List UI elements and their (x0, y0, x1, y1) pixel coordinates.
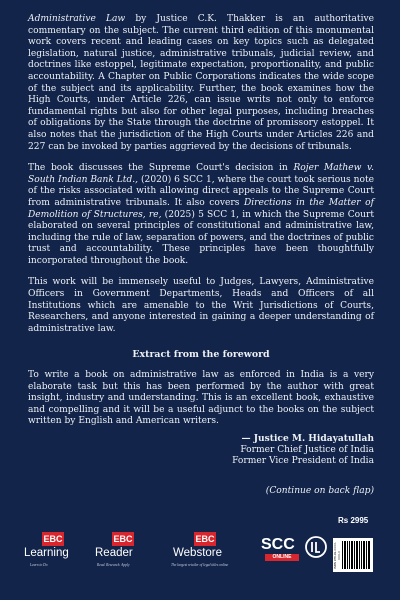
foreword-heading: Extract from the foreword (132, 349, 270, 361)
signatory-role-2: Former Vice President of India (232, 456, 374, 467)
isbn-number: ISBN 978-93-XXXX-XXX-X (333, 541, 341, 569)
foreword-quote: To write a book on administrative law as enforced in India is a very elaborate task but this has been performed by the author with great insight, industry and understanding. This is an excellent book, exhaustive and compelling and it will be a useful adjunct to the books on the subject written by English and American writers. (28, 370, 374, 427)
circle-emblem-icon (305, 536, 327, 558)
price-label: Rs 2995 (338, 516, 369, 525)
description-paragraph-2: The book discusses the Supreme Court's decision in Rojer Mathew v. South Indian Bank Ltd., (2020) 6 SCC 1, where the court took serious note of the risks associated with allowing direct appeals to the Supreme Court from administrative tribunals. It also covers Directions in the Matter of Demolition of Structures, re, (2025) 5 SCC 1, in which the Supreme Court elaborated on several principles of constitutional and administrative law, including the rule of law, separation of powers, and the doctrines of public trust and accountability. These principles have been thoughtfully incorporated throughout the book. (28, 163, 375, 266)
case-name-italic: Rojer Mathew v. South Indian Bank Ltd., (28, 163, 374, 185)
ebc-mark: EBC (195, 534, 215, 544)
learning-tagline: Learn to Do (30, 563, 48, 567)
signatory-role-1: Former Chief Justice of India (240, 444, 374, 455)
description-paragraph-1: Administrative Law by Justice C.K. Thakker is an authoritative commentary on the subject. The current third edition of this monumental work covers recent and leading cases on key topics such as delegated legislation, natural justice, administrative tribunals, judicial review, and doctrines like estoppel, legitimate expectation, proportionality, and public accountability. A Chapter on Public Corporations indicates the wide scope of the subject and its applicability. Further, the book examines how the High Courts, under Article 226, can issue writs not only to enforce fundamental rights but also for other legal purposes, including breaches of obligations by the State through the doctrine of promissory estoppel. It also notes that the jurisdiction of the High Courts under Articles 226 and 227 can be invoked by parties aggrieved by the decisions of tribunals. (28, 14, 374, 152)
scc-wordmark: SCC (261, 536, 295, 553)
barcode-icon (342, 541, 370, 569)
scc-online-logo (261, 536, 301, 562)
webstore-tagline: The largest retailer of legal titles online (171, 563, 229, 567)
back-cover-text (28, 14, 374, 497)
ebc-mark: EBC (43, 534, 63, 544)
learning-wordmark: Learning (24, 547, 69, 559)
description-paragraph-3: This work will be immensely useful to Judges, Lawyers, Administrative Officers in Government Departments, Heads and Officers of all Institutions which are amenable to the Writ Jurisdictions of Courts, Researchers, and anyone interested in gaining a deeper understanding of administrative law. (28, 277, 374, 334)
reader-wordmark: Reader (95, 547, 133, 559)
isbn-barcode (333, 538, 373, 572)
case-name-italic: Directions in the Matter of Demolition of Structures, re, (28, 197, 374, 220)
continue-note: (Continue on back flap) (265, 485, 374, 496)
foreword-signature (28, 433, 374, 468)
reader-tagline: Read. Research. Apply (97, 563, 130, 567)
signatory-name: — Justice M. Hidayatullah (241, 433, 374, 444)
book-title-italic: Administrative Law (28, 14, 126, 24)
ebc-mark: EBC (113, 534, 133, 544)
webstore-wordmark: Webstore (173, 547, 223, 559)
scc-online-bar: ONLINE (265, 554, 299, 561)
